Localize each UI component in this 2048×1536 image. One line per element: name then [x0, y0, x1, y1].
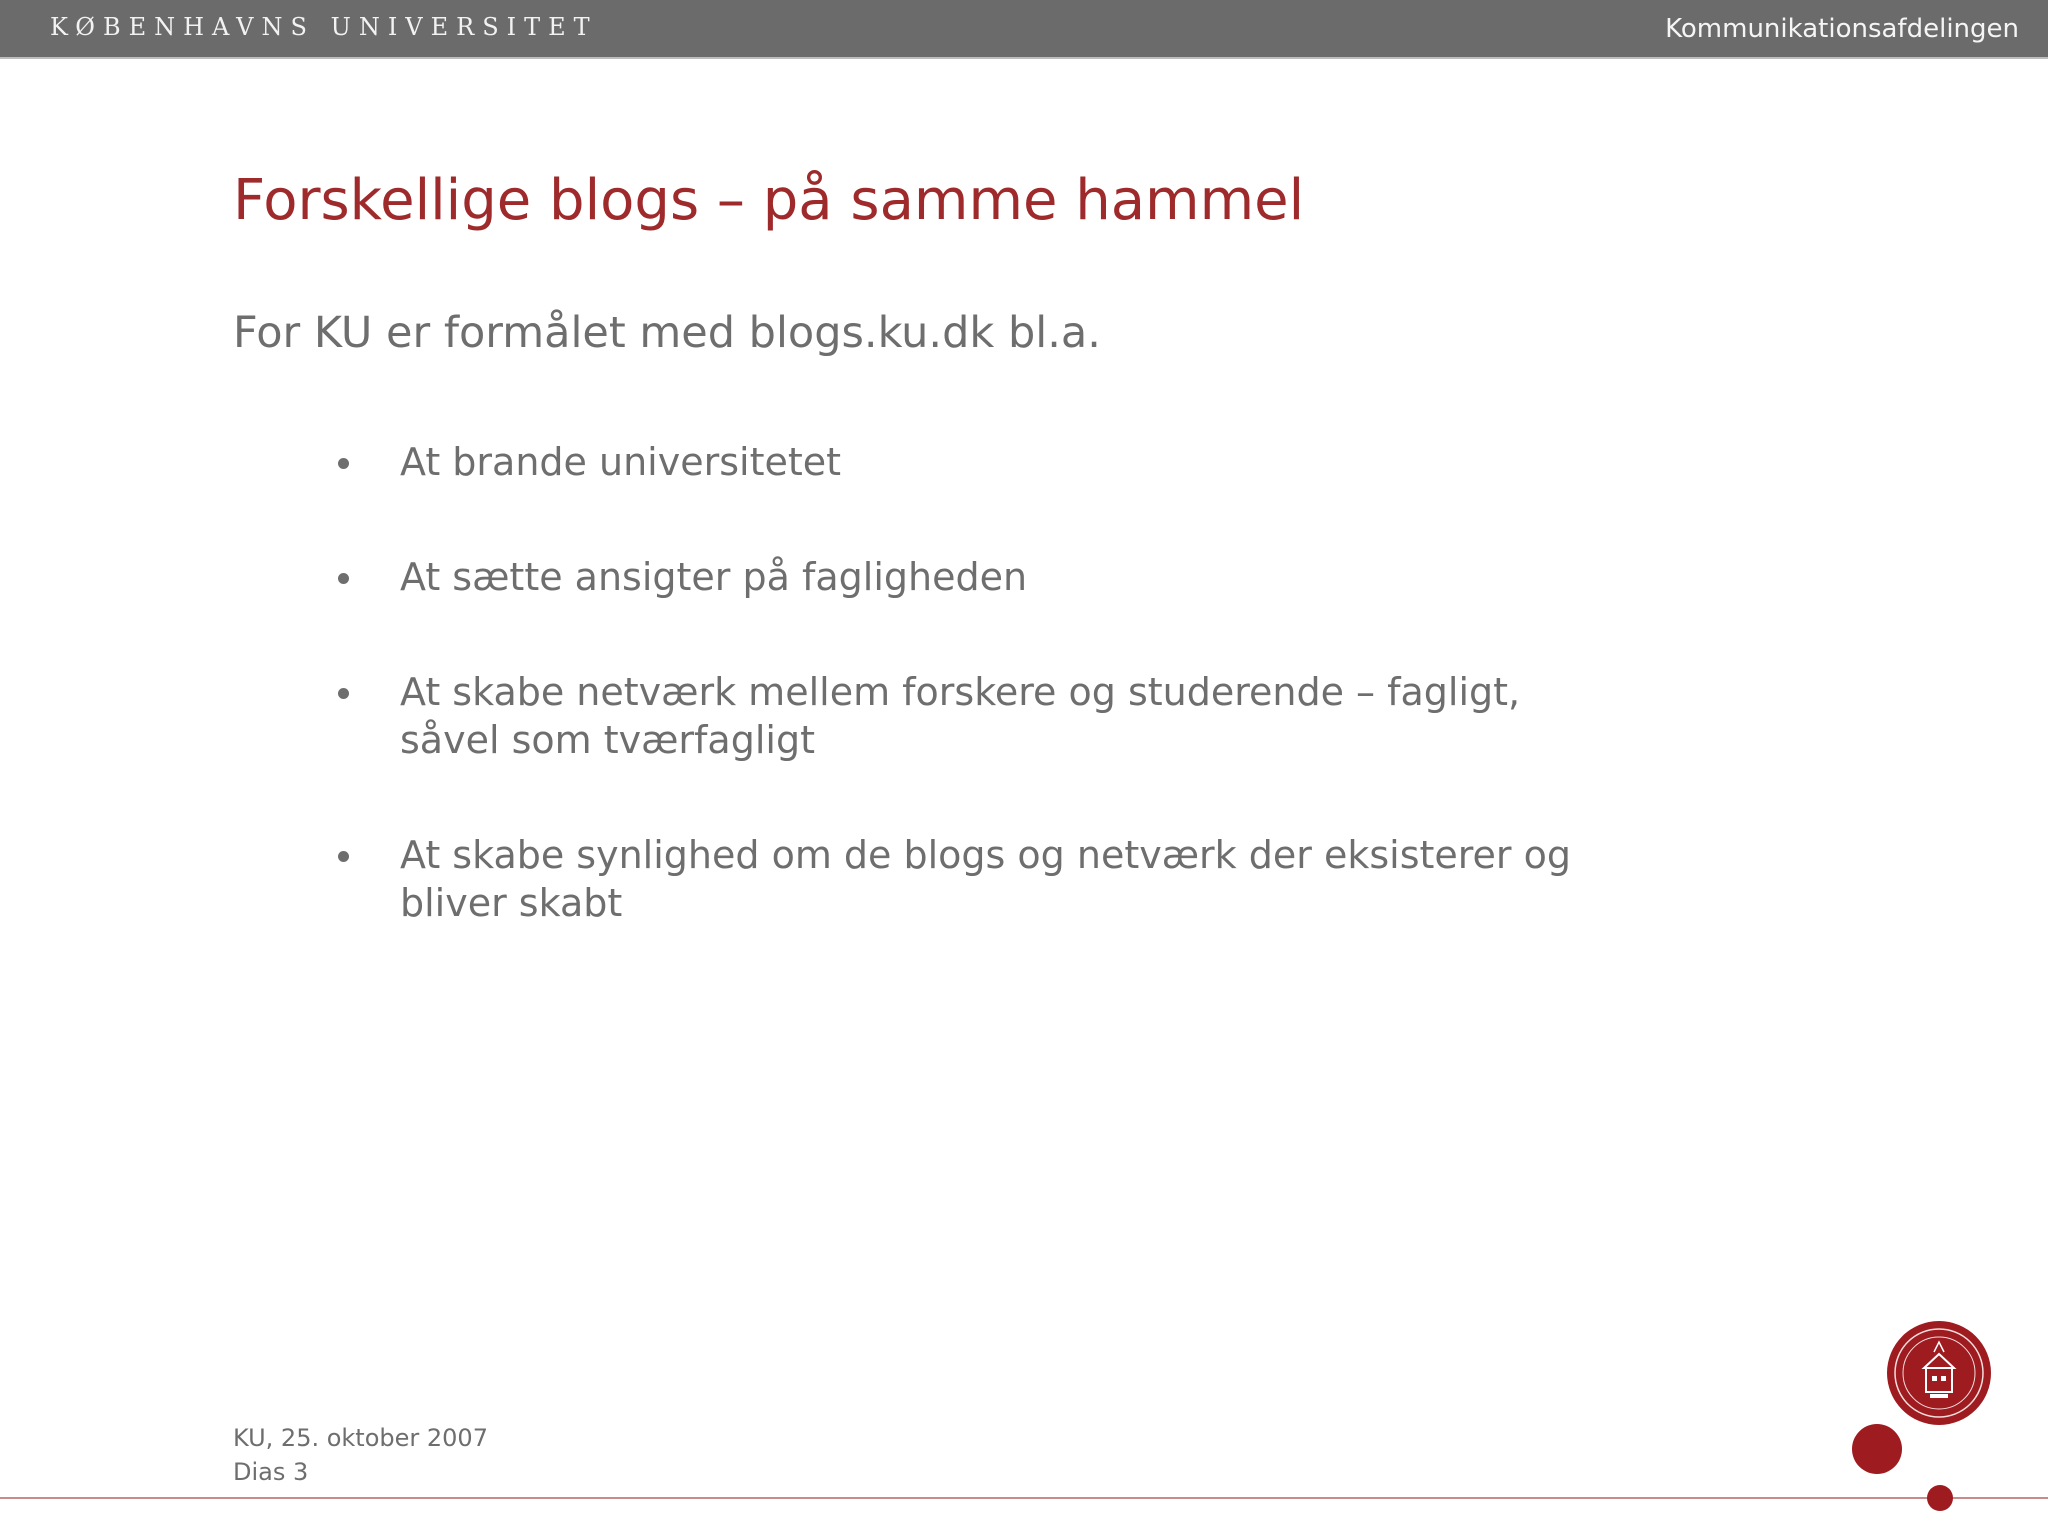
slide-title: Forskellige blogs – på samme hammel	[233, 168, 1305, 233]
bullet-list	[330, 438, 1690, 994]
bullet-text-line2: bliver skabt	[400, 881, 623, 925]
footer-date: KU, 25. oktober 2007	[233, 1424, 488, 1452]
bullet-item	[330, 553, 1690, 601]
bullet-text-line1: At sætte ansigter på fagligheden	[400, 555, 1028, 599]
bullet-dot-icon	[338, 458, 349, 469]
decorative-dot-large	[1852, 1424, 1902, 1474]
header-bar	[0, 0, 2048, 59]
bullet-item	[330, 831, 1690, 927]
university-seal-icon	[1886, 1320, 1992, 1426]
bullet-text-line1: At brande universitetet	[400, 440, 842, 484]
bullet-text-line1: At skabe netværk mellem forskere og studerende – fagligt,	[400, 670, 1521, 714]
bullet-text-line2: såvel som tværfagligt	[400, 718, 815, 762]
decorative-dot-small	[1927, 1485, 1953, 1511]
footer-slide-number: Dias 3	[233, 1458, 309, 1486]
bullet-dot-icon	[338, 573, 349, 584]
bullet-item	[330, 668, 1690, 764]
footer-divider	[0, 1497, 2048, 1499]
intro-text: For KU er formålet med blogs.ku.dk bl.a.	[233, 308, 1101, 358]
bullet-text-line1: At skabe synlighed om de blogs og netværk der eksisterer og	[400, 833, 1572, 877]
bullet-item	[330, 438, 1690, 486]
department-name: Kommunikationsafdelingen	[1665, 14, 2019, 44]
bullet-dot-icon	[338, 851, 349, 862]
bullet-dot-icon	[338, 688, 349, 699]
university-name: KØBENHAVNS UNIVERSITET	[50, 13, 598, 41]
